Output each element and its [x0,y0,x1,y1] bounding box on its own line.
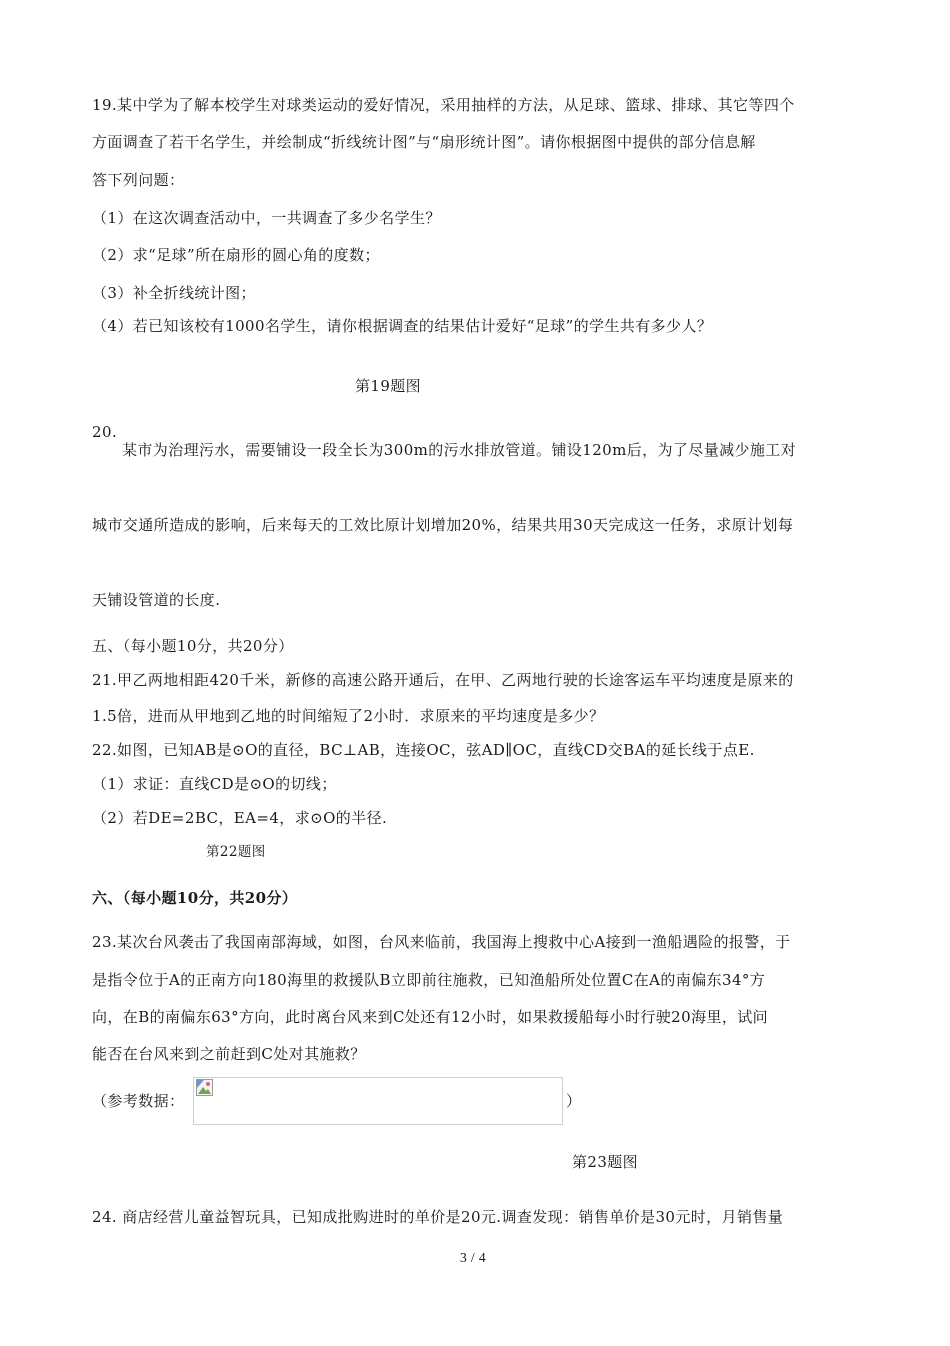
page-number: 3 / 4 [460,1250,487,1265]
q23-figure-caption: 第23题图 [572,1153,639,1171]
q23-line-1: 23.某次台风袭击了我国南部海域，如图，台风来临前，我国海上搜救中心A接到一渔船遇险的报警，于 [92,933,791,951]
q20-line-2: 城市交通所造成的影响，后来每天的工效比原计划增加20%，结果共用30天完成这一任务，求原计划每 [92,516,794,534]
q19-sub-4: （4）若已知该校有1000名学生，请你根据调查的结果估计爱好“足球”的学生共有多少人？ [92,317,713,335]
q24-line-1: 24. 商店经营儿童益智玩具，已知成批购进时的单价是20元.调查发现：销售单价是30元时，月销售量 [92,1208,784,1226]
q23-line-4: 能否在台风来到之前赶到C处对其施救？ [92,1045,366,1063]
q19-figure-caption: 第19题图 [355,377,422,395]
broken-image-icon [196,1079,213,1096]
q23-line-2: 是指令位于A的正南方向180海里的救援队B立即前往施救，已知渔船所处位置C在A的南偏东34°方 [92,971,766,989]
q22-line-1: 22.如图，已知AB是⊙O的直径，BC⊥AB，连接OC，弦AD∥OC，直线CD交BA的延长线于点E. [92,741,755,759]
q23-line-3: 向，在B的南偏东63°方向，此时离台风来到C处还有12小时，如果救援船每小时行驶20海里，试问 [92,1008,769,1026]
q21-line-1: 21.甲乙两地相距420千米，新修的高速公路开通后，在甲、乙两地行驶的长途客运车平均速度是原来的 [92,671,794,689]
q19-sub-1: （1）在这次调查活动中，一共调查了多少名学生？ [92,209,441,227]
q19-line-1: 19.某中学为了解本校学生对球类运动的爱好情况，采用抽样的方法，从足球、篮球、排球、其它等四个 [92,96,795,114]
q19-line-2: 方面调查了若干名学生，并绘制成“折线统计图”与“扇形统计图”。请你根据图中提供的部分信息解 [92,133,756,151]
q22-sub-1: （1）求证：直线CD是⊙O的切线； [92,775,337,793]
q19-line-3: 答下列问题： [92,171,185,189]
q19-sub-2: （2）求“足球”所在扇形的圆心角的度数； [92,246,380,264]
q23-reference-close: ） [566,1092,582,1110]
q23-reference-open: （参考数据： [92,1092,185,1110]
q20-number: 20. [92,423,118,441]
q22-sub-2: （2）若DE=2BC，EA=4，求⊙O的半径. [92,809,388,827]
section-5-heading: 五、（每小题10分，共20分） [92,637,294,655]
q22-figure-caption: 第22题图 [206,844,266,860]
section-6-heading: 六、（每小题10分，共20分） [92,889,298,907]
reference-data-image [193,1077,563,1125]
q20-line-1: 某市为治理污水，需要铺设一段全长为300m的污水排放管道。铺设120m后，为了尽量减少施工对 [122,441,797,459]
q19-sub-3: （3）补全折线统计图； [92,284,256,302]
q21-line-2: 1.5倍，进而从甲地到乙地的时间缩短了2小时．求原来的平均速度是多少？ [92,707,605,725]
q20-line-3: 天铺设管道的长度. [92,591,221,609]
